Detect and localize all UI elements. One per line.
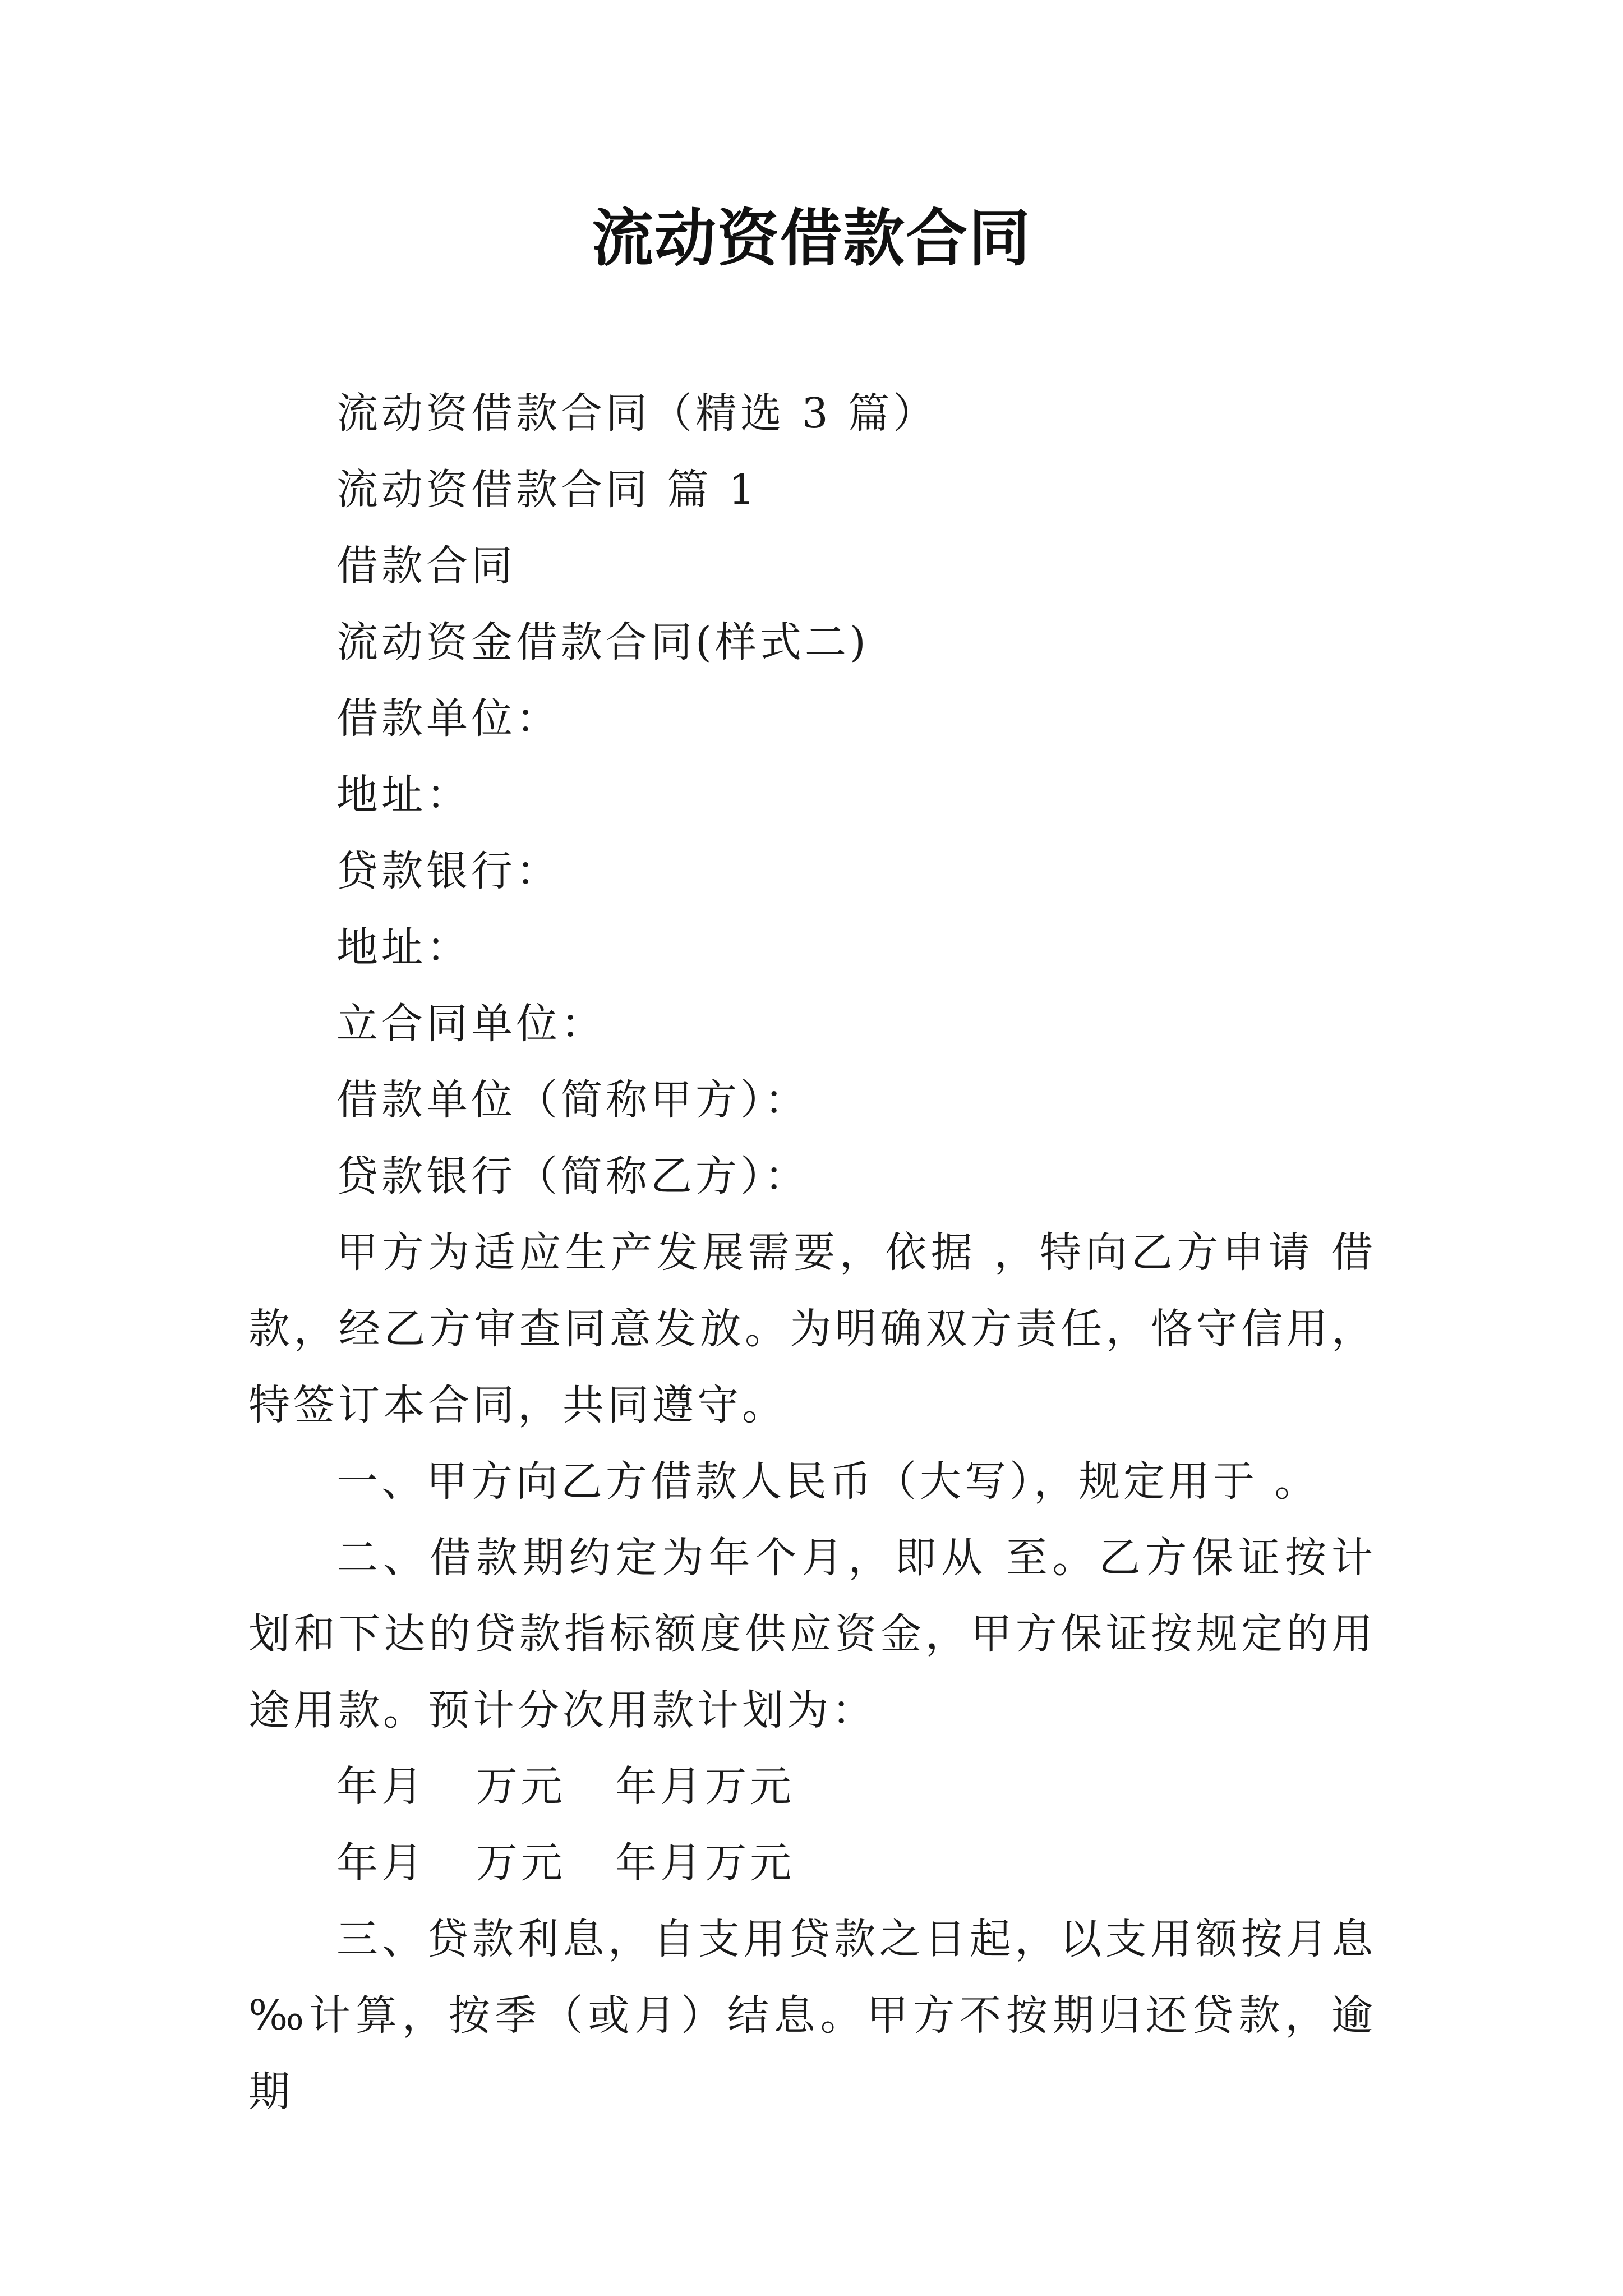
doc-line-contract-style: 流动资金借款合同(样式二): [336, 618, 869, 666]
doc-paragraph-clause-2: 二、借款期约定为年个月，即从 至。乙方保证按计划和下达的贷款指标额度供应资金，甲方保证按规定的用途用款。预计分次用款计划为：: [248, 1534, 1376, 1734]
doc-line-parties: 立合同单位：: [336, 1000, 606, 1048]
doc-line-lender-bank: 贷款银行：: [336, 847, 561, 895]
doc-line-lender-address: 地址：: [336, 923, 471, 972]
document-body: [248, 375, 1376, 2130]
doc-schedule-row: 年月 万元 年月万元: [336, 1763, 795, 1811]
doc-line-contract-type: 借款合同: [336, 542, 516, 590]
doc-paragraph-preamble: 甲方为适应生产发展需要，依据 ，特向乙方申请 借款，经乙方审查同意发放。为明确双方责任，恪守信用，特签订本合同，共同遵守。: [248, 1228, 1376, 1429]
doc-line-borrower-address: 地址：: [336, 771, 471, 819]
doc-line-subtitle: 流动资借款合同（精选 3 篇）: [336, 389, 938, 438]
doc-paragraph-clause-3: 三、贷款利息，自支用贷款之日起，以支用额按月息 ‰计算，按季（或月）结息。甲方不按期归还贷款，逾期: [248, 1915, 1376, 2116]
doc-line-borrower: 借款单位：: [336, 694, 561, 743]
doc-line-party-a: 借款单位（简称甲方）：: [336, 1076, 809, 1124]
doc-line-party-b: 贷款银行（简称乙方）：: [336, 1152, 809, 1200]
doc-line-section-heading: 流动资借款合同 篇 1: [336, 466, 759, 514]
doc-schedule-row: 年月 万元 年月万元: [336, 1839, 795, 1887]
document-title: 流动资借款合同: [592, 202, 1031, 274]
doc-paragraph-clause-1: 一、甲方向乙方借款人民币（大写），规定用于 。: [336, 1457, 1320, 1506]
